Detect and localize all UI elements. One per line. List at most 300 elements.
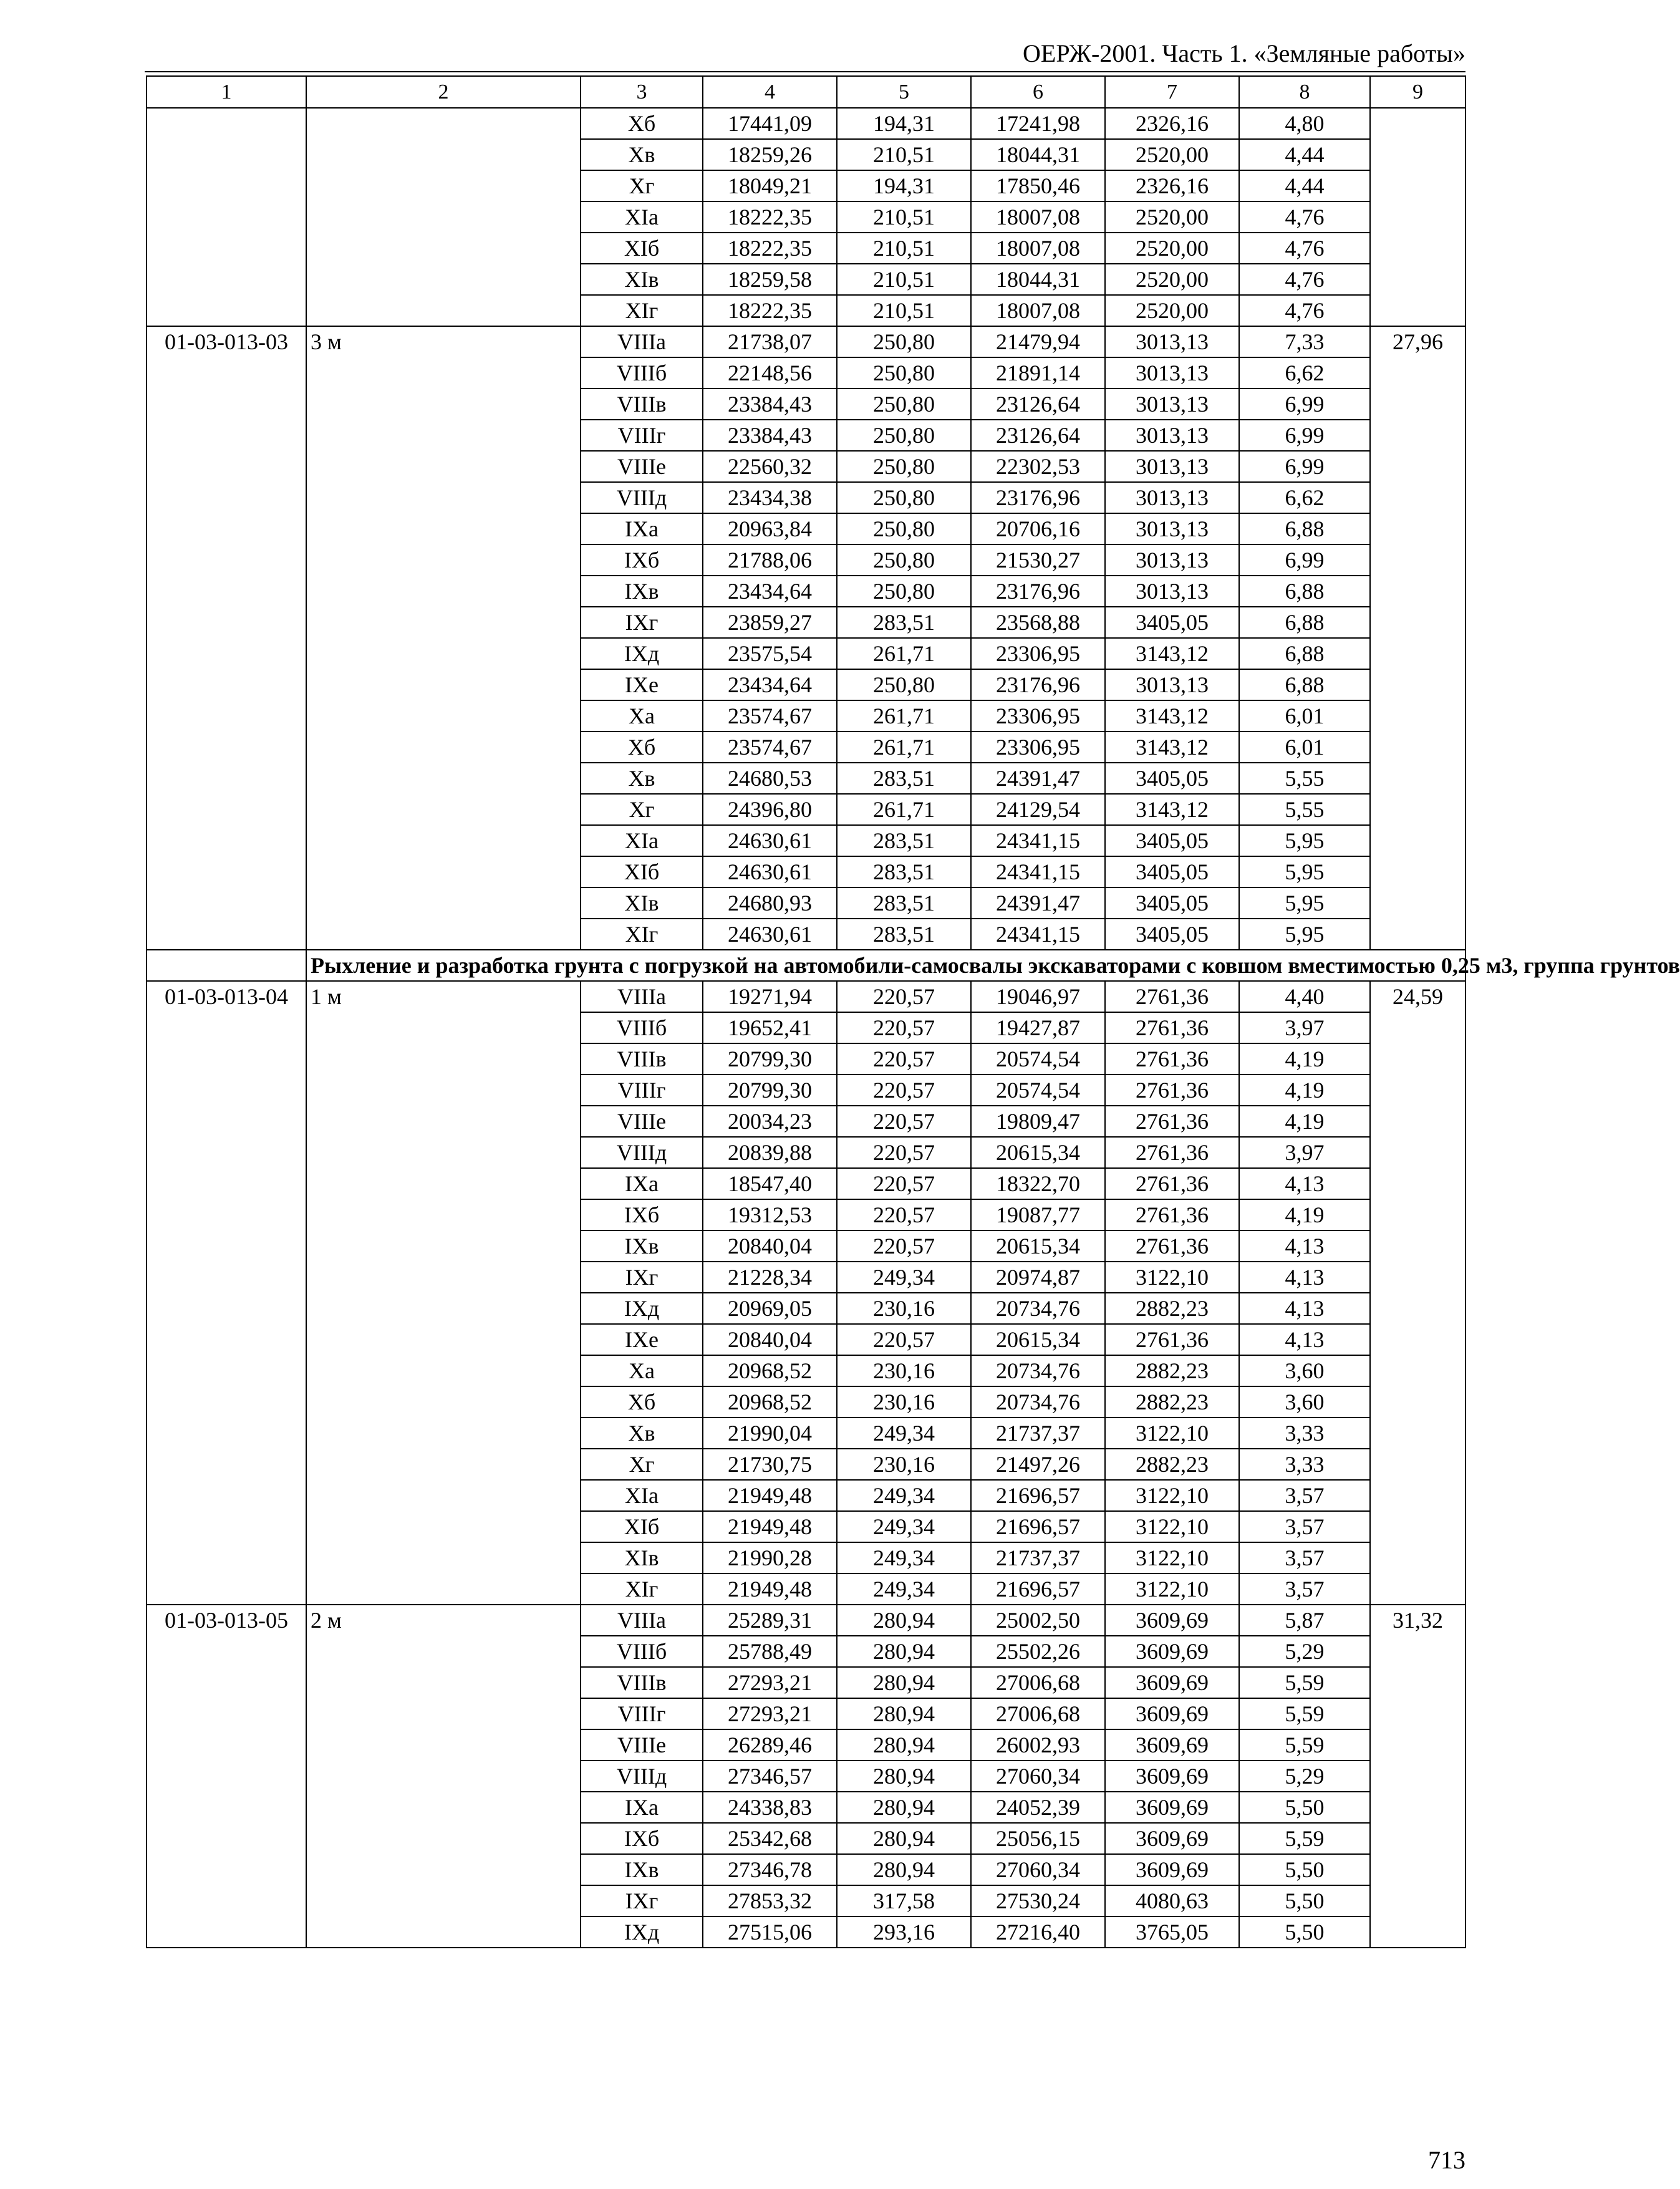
value-cell: 27293,21 [703, 1698, 837, 1729]
value-cell: 5,59 [1239, 1729, 1370, 1761]
value-cell: 2520,00 [1105, 139, 1239, 170]
value-cell: 3013,13 [1105, 326, 1239, 357]
value-cell: 3143,12 [1105, 732, 1239, 763]
value-cell: 210,51 [837, 233, 971, 264]
value-cell: 3122,10 [1105, 1542, 1239, 1573]
column-header: 8 [1239, 76, 1370, 108]
soil-group-cell: VIIIе [581, 1106, 703, 1137]
value-cell: 21228,34 [703, 1262, 837, 1293]
value-cell: 7,33 [1239, 326, 1370, 357]
value-cell: 210,51 [837, 295, 971, 326]
value-cell: 230,16 [837, 1386, 971, 1418]
value-cell: 220,57 [837, 981, 971, 1012]
depth-label: 2 м [306, 1605, 581, 1948]
value-cell: 4,76 [1239, 201, 1370, 233]
value-cell: 210,51 [837, 201, 971, 233]
value-cell: 24338,83 [703, 1792, 837, 1823]
value-cell: 4,76 [1239, 233, 1370, 264]
value-cell: 3122,10 [1105, 1480, 1239, 1511]
value-cell: 3013,13 [1105, 389, 1239, 420]
value-cell: 24680,53 [703, 763, 837, 794]
value-cell: 20969,05 [703, 1293, 837, 1324]
value-cell: 3405,05 [1105, 763, 1239, 794]
value-cell: 220,57 [837, 1012, 971, 1043]
value-cell: 24052,39 [971, 1792, 1105, 1823]
value-cell: 3013,13 [1105, 482, 1239, 513]
soil-group-cell: VIIIб [581, 1012, 703, 1043]
value-cell: 27006,68 [971, 1698, 1105, 1729]
value-cell: 2882,23 [1105, 1449, 1239, 1480]
soil-group-cell: IХд [581, 1293, 703, 1324]
value-cell: 3143,12 [1105, 794, 1239, 825]
value-cell: 5,50 [1239, 1885, 1370, 1916]
value-cell: 25788,49 [703, 1636, 837, 1667]
value-cell: 250,80 [837, 420, 971, 451]
column-header: 2 [306, 76, 581, 108]
value-cell: 21530,27 [971, 544, 1105, 576]
table-row [147, 981, 1465, 1012]
soil-group-cell: VIIIд [581, 482, 703, 513]
value-cell: 24341,15 [971, 919, 1105, 950]
soil-group-cell: Хб [581, 108, 703, 139]
value-cell: 27006,68 [971, 1667, 1105, 1698]
value-cell: 3143,12 [1105, 638, 1239, 669]
value-cell: 5,87 [1239, 1605, 1370, 1636]
value-cell: 283,51 [837, 919, 971, 950]
soil-group-cell: ХIб [581, 233, 703, 264]
column-header: 4 [703, 76, 837, 108]
column-header: 9 [1370, 76, 1465, 108]
value-cell: 249,34 [837, 1480, 971, 1511]
value-cell: 23434,64 [703, 669, 837, 700]
soil-group-cell: Хб [581, 732, 703, 763]
soil-group-cell: VIIIа [581, 1605, 703, 1636]
value-cell: 230,16 [837, 1449, 971, 1480]
soil-group-cell: IХе [581, 669, 703, 700]
value-cell: 280,94 [837, 1854, 971, 1885]
value-cell: 6,01 [1239, 700, 1370, 732]
value-cell: 3609,69 [1105, 1667, 1239, 1698]
value-cell: 21949,48 [703, 1511, 837, 1542]
value-cell: 3609,69 [1105, 1698, 1239, 1729]
value-cell: 3,97 [1239, 1012, 1370, 1043]
value-cell: 2882,23 [1105, 1293, 1239, 1324]
value-cell: 249,34 [837, 1262, 971, 1293]
rates-table [146, 75, 1680, 1948]
rates-table-body [147, 76, 1680, 1948]
value-cell: 23384,43 [703, 420, 837, 451]
value-cell: 5,50 [1239, 1916, 1370, 1948]
value-cell: 249,34 [837, 1573, 971, 1605]
value-cell: 19809,47 [971, 1106, 1105, 1137]
soil-group-cell: IХв [581, 1230, 703, 1262]
value-cell: 220,57 [837, 1075, 971, 1106]
value-cell: 25002,50 [971, 1605, 1105, 1636]
value-cell: 250,80 [837, 513, 971, 544]
soil-group-cell: IХд [581, 638, 703, 669]
column-header: 3 [581, 76, 703, 108]
value-cell: 261,71 [837, 638, 971, 669]
value-cell: 24630,61 [703, 856, 837, 887]
value-cell: 18222,35 [703, 201, 837, 233]
soil-group-cell: Хг [581, 170, 703, 201]
soil-group-cell: VIIIв [581, 1667, 703, 1698]
table-row [147, 326, 1465, 357]
value-cell: 21696,57 [971, 1511, 1105, 1542]
value-cell: 27293,21 [703, 1667, 837, 1698]
value-cell: 2326,16 [1105, 170, 1239, 201]
value-cell: 27060,34 [971, 1761, 1105, 1792]
value-cell: 4,13 [1239, 1230, 1370, 1262]
value-cell: 2520,00 [1105, 201, 1239, 233]
value-cell: 220,57 [837, 1324, 971, 1355]
value-cell: 21990,28 [703, 1542, 837, 1573]
code-cell [147, 108, 306, 326]
value-cell: 250,80 [837, 451, 971, 482]
value-cell: 194,31 [837, 108, 971, 139]
value-cell: 19652,41 [703, 1012, 837, 1043]
value-cell: 249,34 [837, 1511, 971, 1542]
value-cell: 18044,31 [971, 139, 1105, 170]
value-cell: 18007,08 [971, 233, 1105, 264]
value-cell: 24129,54 [971, 794, 1105, 825]
value-cell: 6,99 [1239, 420, 1370, 451]
value-cell: 21891,14 [971, 357, 1105, 389]
value-cell: 2761,36 [1105, 1230, 1239, 1262]
table-row [147, 108, 1465, 139]
value-cell: 230,16 [837, 1293, 971, 1324]
value-cell: 2520,00 [1105, 264, 1239, 295]
value-cell: 280,94 [837, 1823, 971, 1854]
value-cell: 20615,34 [971, 1137, 1105, 1168]
value-cell: 24341,15 [971, 856, 1105, 887]
value-cell: 4,19 [1239, 1199, 1370, 1230]
value-cell: 23384,43 [703, 389, 837, 420]
value-cell: 3,33 [1239, 1418, 1370, 1449]
soil-group-cell: IХе [581, 1324, 703, 1355]
value-cell: 20840,04 [703, 1324, 837, 1355]
value-cell: 21497,26 [971, 1449, 1105, 1480]
value-cell: 3143,12 [1105, 700, 1239, 732]
value-cell: 19312,53 [703, 1199, 837, 1230]
value-cell: 250,80 [837, 389, 971, 420]
value-cell: 19087,77 [971, 1199, 1105, 1230]
value-cell: 5,29 [1239, 1636, 1370, 1667]
value-cell: 27346,57 [703, 1761, 837, 1792]
soil-group-cell: VIIIд [581, 1761, 703, 1792]
value-cell: 2761,36 [1105, 981, 1239, 1012]
value-cell: 23306,95 [971, 700, 1105, 732]
value-cell: 21737,37 [971, 1418, 1105, 1449]
value-cell: 2761,36 [1105, 1043, 1239, 1075]
value-cell: 2520,00 [1105, 295, 1239, 326]
value-cell: 24391,47 [971, 887, 1105, 919]
value-cell: 3013,13 [1105, 420, 1239, 451]
soil-group-cell: VIIIв [581, 389, 703, 420]
soil-group-cell: VIIIг [581, 420, 703, 451]
soil-group-cell: ХIг [581, 295, 703, 326]
value-cell: 2761,36 [1105, 1075, 1239, 1106]
value-cell: 280,94 [837, 1729, 971, 1761]
soil-group-cell: VIIIе [581, 1729, 703, 1761]
value-cell: 3609,69 [1105, 1761, 1239, 1792]
value-cell: 21990,04 [703, 1418, 837, 1449]
value-cell: 24630,61 [703, 825, 837, 856]
value-cell: 23434,38 [703, 482, 837, 513]
value-cell: 2761,36 [1105, 1106, 1239, 1137]
value-cell: 23176,96 [971, 576, 1105, 607]
value-cell: 27346,78 [703, 1854, 837, 1885]
soil-group-cell: ХIа [581, 1480, 703, 1511]
value-cell: 23574,67 [703, 732, 837, 763]
soil-group-cell: ХIв [581, 887, 703, 919]
value-cell: 21949,48 [703, 1480, 837, 1511]
value-cell: 3,57 [1239, 1511, 1370, 1542]
value-cell: 18222,35 [703, 295, 837, 326]
value-cell: 24391,47 [971, 763, 1105, 794]
value-cell: 249,34 [837, 1542, 971, 1573]
value-cell: 3013,13 [1105, 669, 1239, 700]
soil-group-cell: ХIб [581, 856, 703, 887]
value-cell: 250,80 [837, 482, 971, 513]
value-cell: 4,76 [1239, 295, 1370, 326]
rate-code: 01-03-013-03 [147, 326, 306, 950]
value-cell: 20706,16 [971, 513, 1105, 544]
value-cell: 250,80 [837, 357, 971, 389]
value-cell: 4080,63 [1105, 1885, 1239, 1916]
value-cell: 6,99 [1239, 544, 1370, 576]
soil-group-cell: Хв [581, 763, 703, 794]
soil-group-cell: ХIв [581, 264, 703, 295]
value-cell: 283,51 [837, 607, 971, 638]
depth-cell [306, 108, 581, 326]
soil-group-cell: Хв [581, 1418, 703, 1449]
value-cell: 3013,13 [1105, 451, 1239, 482]
value-cell: 20968,52 [703, 1386, 837, 1418]
value-cell: 23575,54 [703, 638, 837, 669]
column-header: 7 [1105, 76, 1239, 108]
value-cell: 20840,04 [703, 1230, 837, 1262]
value-cell: 5,59 [1239, 1667, 1370, 1698]
value-cell: 4,13 [1239, 1168, 1370, 1199]
value-cell: 21949,48 [703, 1573, 837, 1605]
soil-group-cell: IХг [581, 1262, 703, 1293]
value-cell: 4,13 [1239, 1293, 1370, 1324]
value-cell: 4,80 [1239, 108, 1370, 139]
value-cell: 23568,88 [971, 607, 1105, 638]
value-cell: 3405,05 [1105, 919, 1239, 950]
soil-group-cell: VIIIа [581, 981, 703, 1012]
value-cell: 3,33 [1239, 1449, 1370, 1480]
col9-value: 27,96 [1370, 326, 1465, 950]
soil-group-cell: IХа [581, 1792, 703, 1823]
soil-group-cell: ХIа [581, 825, 703, 856]
column-header-row [147, 76, 1465, 108]
value-cell: 283,51 [837, 825, 971, 856]
value-cell: 18222,35 [703, 233, 837, 264]
value-cell: 4,44 [1239, 170, 1370, 201]
value-cell: 261,71 [837, 794, 971, 825]
value-cell: 220,57 [837, 1168, 971, 1199]
value-cell: 2761,36 [1105, 1012, 1239, 1043]
value-cell: 2520,00 [1105, 233, 1239, 264]
value-cell: 3405,05 [1105, 607, 1239, 638]
value-cell: 17441,09 [703, 108, 837, 139]
soil-group-cell: Хг [581, 1449, 703, 1480]
rate-code: 01-03-013-05 [147, 1605, 306, 1948]
value-cell: 5,55 [1239, 763, 1370, 794]
value-cell: 3609,69 [1105, 1823, 1239, 1854]
section-title: Рыхление и разработка грунта с погрузкой на автомобили-самосвалы экскаваторами с ковшом вместимостью 0,25 м3, группа грунтов [306, 950, 1465, 981]
value-cell: 220,57 [837, 1043, 971, 1075]
col9-cell [1370, 108, 1465, 326]
value-cell: 3405,05 [1105, 825, 1239, 856]
value-cell: 3609,69 [1105, 1792, 1239, 1823]
value-cell: 3405,05 [1105, 887, 1239, 919]
value-cell: 4,19 [1239, 1106, 1370, 1137]
value-cell: 20734,76 [971, 1386, 1105, 1418]
value-cell: 249,34 [837, 1418, 971, 1449]
value-cell: 220,57 [837, 1137, 971, 1168]
soil-group-cell: IХв [581, 576, 703, 607]
value-cell: 17850,46 [971, 170, 1105, 201]
col9-value: 24,59 [1370, 981, 1465, 1605]
value-cell: 27216,40 [971, 1916, 1105, 1948]
value-cell: 5,95 [1239, 887, 1370, 919]
value-cell: 3609,69 [1105, 1854, 1239, 1885]
soil-group-cell: VIIIг [581, 1075, 703, 1106]
value-cell: 6,88 [1239, 576, 1370, 607]
value-cell: 280,94 [837, 1761, 971, 1792]
soil-group-cell: IХб [581, 1823, 703, 1854]
value-cell: 230,16 [837, 1355, 971, 1386]
value-cell: 6,62 [1239, 482, 1370, 513]
value-cell: 283,51 [837, 856, 971, 887]
soil-group-cell: IХг [581, 607, 703, 638]
soil-group-cell: ХIг [581, 919, 703, 950]
value-cell: 24396,80 [703, 794, 837, 825]
value-cell: 5,59 [1239, 1823, 1370, 1854]
value-cell: 21696,57 [971, 1573, 1105, 1605]
value-cell: 21737,37 [971, 1542, 1105, 1573]
value-cell: 6,62 [1239, 357, 1370, 389]
value-cell: 280,94 [837, 1636, 971, 1667]
soil-group-cell: Хв [581, 139, 703, 170]
column-header: 5 [837, 76, 971, 108]
value-cell: 22148,56 [703, 357, 837, 389]
value-cell: 3,57 [1239, 1480, 1370, 1511]
soil-group-cell: ХIа [581, 201, 703, 233]
value-cell: 280,94 [837, 1792, 971, 1823]
soil-group-cell: IХг [581, 1885, 703, 1916]
soil-group-cell: IХб [581, 544, 703, 576]
column-header: 6 [971, 76, 1105, 108]
value-cell: 3,57 [1239, 1573, 1370, 1605]
value-cell: 20968,52 [703, 1355, 837, 1386]
soil-group-cell: IХб [581, 1199, 703, 1230]
value-cell: 3122,10 [1105, 1262, 1239, 1293]
value-cell: 20799,30 [703, 1075, 837, 1106]
value-cell: 280,94 [837, 1605, 971, 1636]
soil-group-cell: IХа [581, 513, 703, 544]
soil-group-cell: ХIб [581, 1511, 703, 1542]
value-cell: 21738,07 [703, 326, 837, 357]
value-cell: 194,31 [837, 170, 971, 201]
value-cell: 5,95 [1239, 919, 1370, 950]
soil-group-cell: VIIIв [581, 1043, 703, 1075]
value-cell: 21479,94 [971, 326, 1105, 357]
value-cell: 19427,87 [971, 1012, 1105, 1043]
soil-group-cell: VIIIа [581, 326, 703, 357]
value-cell: 2761,36 [1105, 1168, 1239, 1199]
value-cell: 3122,10 [1105, 1573, 1239, 1605]
value-cell: 250,80 [837, 326, 971, 357]
value-cell: 4,13 [1239, 1324, 1370, 1355]
value-cell: 18547,40 [703, 1168, 837, 1199]
soil-group-cell: VIIIб [581, 1636, 703, 1667]
value-cell: 20034,23 [703, 1106, 837, 1137]
value-cell: 23176,96 [971, 669, 1105, 700]
soil-group-cell: IХа [581, 1168, 703, 1199]
value-cell: 20615,34 [971, 1230, 1105, 1262]
value-cell: 250,80 [837, 576, 971, 607]
header-rule [145, 71, 1465, 72]
value-cell: 20839,88 [703, 1137, 837, 1168]
value-cell: 21788,06 [703, 544, 837, 576]
value-cell: 20615,34 [971, 1324, 1105, 1355]
soil-group-cell: VIIIе [581, 451, 703, 482]
value-cell: 3609,69 [1105, 1605, 1239, 1636]
value-cell: 2761,36 [1105, 1199, 1239, 1230]
soil-group-cell: Ха [581, 1355, 703, 1386]
depth-label: 3 м [306, 326, 581, 950]
value-cell: 4,19 [1239, 1043, 1370, 1075]
value-cell: 26002,93 [971, 1729, 1105, 1761]
value-cell: 23126,64 [971, 420, 1105, 451]
value-cell: 3013,13 [1105, 576, 1239, 607]
value-cell: 24341,15 [971, 825, 1105, 856]
value-cell: 18044,31 [971, 264, 1105, 295]
value-cell: 3,57 [1239, 1542, 1370, 1573]
value-cell: 19046,97 [971, 981, 1105, 1012]
value-cell: 20734,76 [971, 1293, 1105, 1324]
value-cell: 280,94 [837, 1667, 971, 1698]
soil-group-cell: Хб [581, 1386, 703, 1418]
value-cell: 20574,54 [971, 1075, 1105, 1106]
value-cell: 5,29 [1239, 1761, 1370, 1792]
value-cell: 250,80 [837, 544, 971, 576]
value-cell: 23306,95 [971, 638, 1105, 669]
value-cell: 3609,69 [1105, 1729, 1239, 1761]
value-cell: 261,71 [837, 732, 971, 763]
value-cell: 317,58 [837, 1885, 971, 1916]
value-cell: 3,60 [1239, 1355, 1370, 1386]
value-cell: 27515,06 [703, 1916, 837, 1948]
value-cell: 4,19 [1239, 1075, 1370, 1106]
value-cell: 4,44 [1239, 139, 1370, 170]
value-cell: 220,57 [837, 1199, 971, 1230]
value-cell: 3013,13 [1105, 544, 1239, 576]
value-cell: 3,60 [1239, 1386, 1370, 1418]
value-cell: 23126,64 [971, 389, 1105, 420]
value-cell: 283,51 [837, 887, 971, 919]
value-cell: 18259,58 [703, 264, 837, 295]
soil-group-cell: IХв [581, 1854, 703, 1885]
value-cell: 210,51 [837, 264, 971, 295]
value-cell: 3,97 [1239, 1137, 1370, 1168]
value-cell: 5,95 [1239, 825, 1370, 856]
value-cell: 23434,64 [703, 576, 837, 607]
